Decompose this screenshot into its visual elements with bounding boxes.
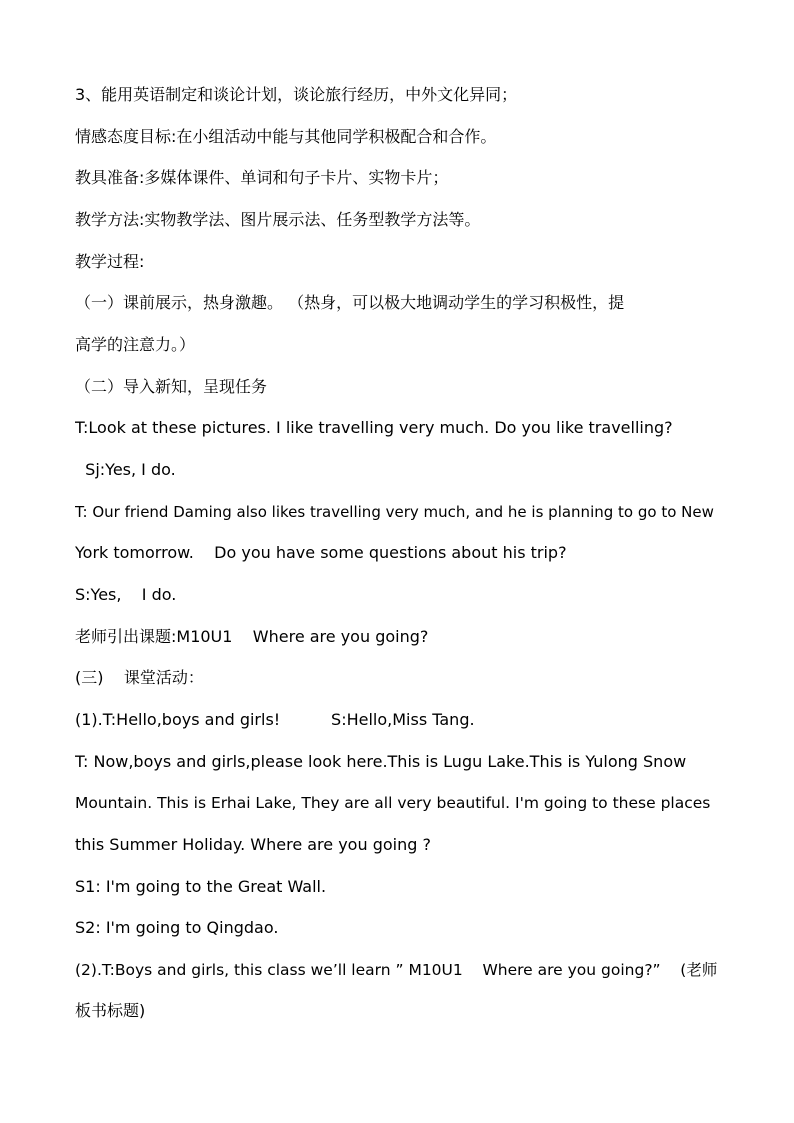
section-3-heading: (三) 课堂活动：: [75, 668, 204, 687]
student-1-answer: S1: I'm going to the Great Wall.: [75, 877, 327, 896]
student-2-answer: S2: I'm going to Qingdao.: [75, 918, 279, 937]
emotional-goal-line: 情感态度目标:在小组活动中能与其他同学积极配合和合作。: [75, 127, 497, 146]
teaching-methods-line: 教学方法:实物教学法、图片展示法、任务型教学方法等。: [75, 210, 481, 229]
dialogue-teacher-line-1: T:Look at these pictures. I like travelling very much. Do you like travelling?: [75, 418, 673, 437]
section-2-heading: （二）导入新知，呈现任务: [75, 377, 268, 396]
dialogue-student-line-2: S:Yes, I do.: [75, 585, 177, 604]
dialogue-teacher-line-2-cont: York tomorrow. Do you have some questions about his trip?: [75, 543, 567, 562]
activity-teacher-line-1: T: Now,boys and girls,please look here.This is Lugu Lake.This is Yulong Snow: [75, 752, 687, 771]
dialogue-student-line-1: Sj:Yes, I do.: [75, 460, 176, 479]
activity-teacher-line-3: this Summer Holiday. Where are you going ?: [75, 835, 431, 854]
activity-1-line: (1).T:Hello,boys and girls! S:Hello,Miss Tang.: [75, 710, 475, 729]
activity-2-line: (2).T:Boys and girls, this class we’ll learn ” M10U1 Where are you going?” (老师: [75, 961, 718, 979]
dialogue-teacher-line-2: T: Our friend Daming also likes travelling very much, and he is planning to go to New: [75, 503, 714, 521]
section-1-heading: （一）课前展示，热身激趣。 （热身，可以极大地调动学生的学习积极性，提: [75, 293, 625, 312]
objective-line-3: 3、能用英语制定和谈论计划，谈论旅行经历，中外文化异同；: [75, 85, 518, 104]
teaching-aids-line: 教具准备:多媒体课件、单词和句子卡片、实物卡片；: [75, 168, 449, 187]
section-1-continuation: 高学的注意力。）: [75, 335, 196, 354]
activity-2-continuation: 板书标题): [75, 1001, 146, 1020]
teaching-process-heading: 教学过程:: [75, 252, 145, 271]
lesson-title-line: 老师引出课题:M10U1 Where are you going?: [75, 627, 429, 646]
activity-teacher-line-2: Mountain. This is Erhai Lake, They are all very beautiful. I'm going to these places: [75, 794, 711, 812]
